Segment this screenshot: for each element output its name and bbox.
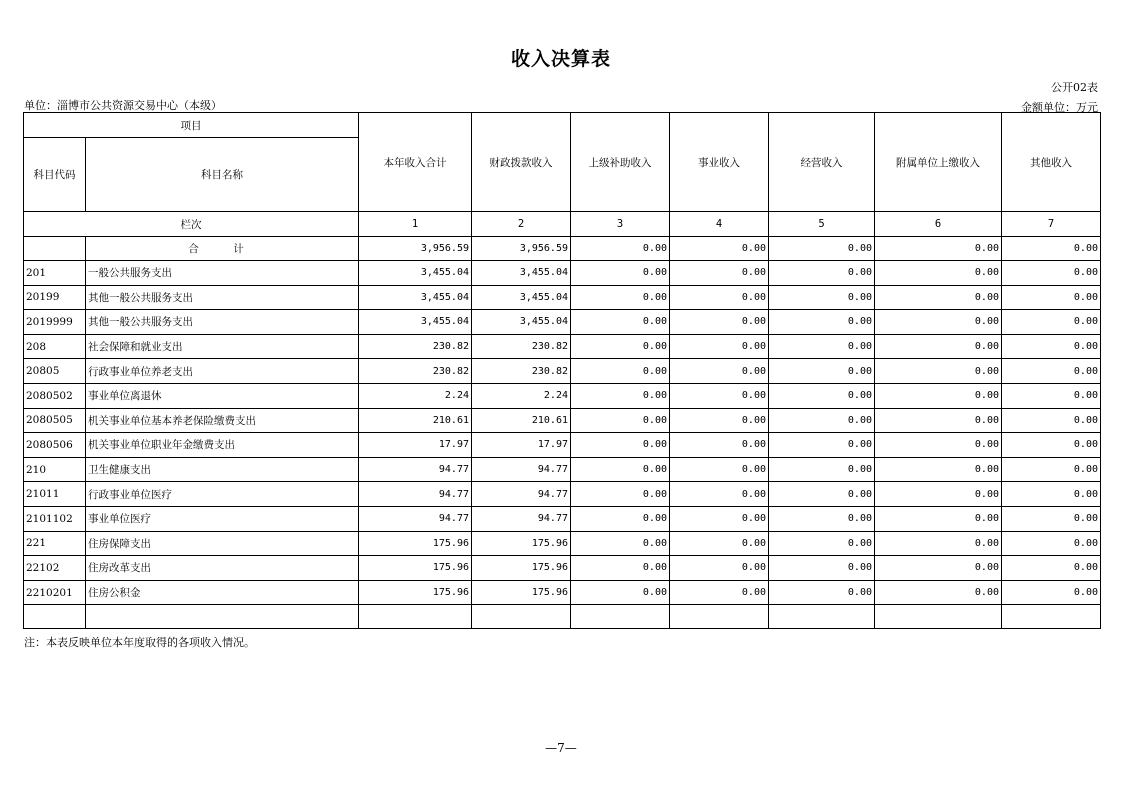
amount-cell: 0.00 [571, 457, 670, 482]
subject-code: 20805 [24, 359, 86, 384]
amount-cell: 0.00 [769, 556, 875, 581]
amount-cell: 0.00 [875, 556, 1002, 581]
blank-cell [24, 605, 86, 629]
col-number: 7 [1002, 212, 1101, 237]
amount-cell: 0.00 [875, 334, 1002, 359]
amount-cell: 230.82 [359, 334, 472, 359]
amount-cell: 0.00 [1002, 457, 1101, 482]
col-number: 6 [875, 212, 1002, 237]
amount-cell: 0.00 [670, 359, 769, 384]
amount-cell: 230.82 [359, 359, 472, 384]
amount-cell: 0.00 [670, 408, 769, 433]
total-value: 0.00 [670, 237, 769, 261]
amount-cell: 94.77 [472, 506, 571, 531]
amount-cell: 0.00 [571, 285, 670, 310]
amount-cell: 0.00 [1002, 310, 1101, 335]
amount-cell: 0.00 [875, 506, 1002, 531]
amount-cell: 0.00 [769, 580, 875, 605]
row-label: 栏次 [24, 212, 359, 237]
amount-cell: 0.00 [670, 580, 769, 605]
unit-label: 单位：淄博市公共资源交易中心（本级） [24, 99, 222, 112]
amount-cell: 230.82 [472, 359, 571, 384]
subject-name: 其他一般公共服务支出 [86, 310, 359, 335]
amount-cell: 0.00 [1002, 408, 1101, 433]
amount-cell: 0.00 [1002, 433, 1101, 458]
amount-cell: 175.96 [359, 556, 472, 581]
amount-cell: 210.61 [472, 408, 571, 433]
amount-cell: 0.00 [1002, 383, 1101, 408]
subject-code: 2210201 [24, 580, 86, 605]
subject-code: 21011 [24, 482, 86, 507]
amount-cell: 0.00 [769, 482, 875, 507]
amount-cell: 175.96 [472, 556, 571, 581]
amount-cell: 2.24 [359, 383, 472, 408]
subject-code: 2080506 [24, 433, 86, 458]
amount-cell: 0.00 [769, 261, 875, 286]
total-code [24, 237, 86, 261]
table-row [24, 261, 1101, 286]
blank-row [24, 605, 1101, 629]
blank-cell [1002, 605, 1101, 629]
subject-code: 20199 [24, 285, 86, 310]
amount-cell: 0.00 [670, 334, 769, 359]
amount-cell: 94.77 [472, 482, 571, 507]
amount-cell: 3,455.04 [359, 261, 472, 286]
header-col-6: 附属单位上缴收入 [875, 113, 1002, 212]
table-row [24, 556, 1101, 581]
subject-name: 机关事业单位基本养老保险缴费支出 [86, 408, 359, 433]
total-value: 0.00 [875, 237, 1002, 261]
amount-cell: 0.00 [571, 383, 670, 408]
subject-code: 208 [24, 334, 86, 359]
subject-code: 2019999 [24, 310, 86, 335]
subject-name: 行政事业单位养老支出 [86, 359, 359, 384]
table-row [24, 285, 1101, 310]
header-col-1: 本年收入合计 [359, 113, 472, 212]
amount-cell: 0.00 [1002, 506, 1101, 531]
amount-cell: 0.00 [670, 261, 769, 286]
header-name: 科目名称 [86, 138, 359, 212]
subject-name: 行政事业单位医疗 [86, 482, 359, 507]
header-col-4: 事业收入 [670, 113, 769, 212]
footnote: 注：本表反映单位本年度取得的各项收入情况。 [24, 636, 255, 649]
header-code: 科目代码 [24, 138, 86, 212]
amount-cell: 0.00 [769, 285, 875, 310]
amount-cell: 175.96 [472, 580, 571, 605]
amount-cell: 0.00 [670, 383, 769, 408]
subject-name: 住房保障支出 [86, 531, 359, 556]
header-col-5: 经营收入 [769, 113, 875, 212]
amount-cell: 0.00 [875, 580, 1002, 605]
amount-cell: 94.77 [359, 506, 472, 531]
amount-cell: 0.00 [875, 531, 1002, 556]
amount-cell: 94.77 [472, 457, 571, 482]
amount-cell: 94.77 [359, 482, 472, 507]
col-number: 3 [571, 212, 670, 237]
amount-cell: 0.00 [1002, 359, 1101, 384]
col-number: 2 [472, 212, 571, 237]
subject-code: 2080505 [24, 408, 86, 433]
subject-name: 一般公共服务支出 [86, 261, 359, 286]
header-col-7: 其他收入 [1002, 113, 1101, 212]
total-value: 3,956.59 [472, 237, 571, 261]
table-row [24, 506, 1101, 531]
amount-cell: 94.77 [359, 457, 472, 482]
subject-name: 事业单位离退休 [86, 383, 359, 408]
amount-cell: 0.00 [875, 383, 1002, 408]
amount-cell: 0.00 [670, 285, 769, 310]
total-row [24, 237, 1101, 261]
blank-cell [571, 605, 670, 629]
amount-cell: 17.97 [359, 433, 472, 458]
table-row [24, 383, 1101, 408]
amount-cell: 230.82 [472, 334, 571, 359]
amount-cell: 210.61 [359, 408, 472, 433]
table-code: 公开02表 [1051, 81, 1098, 94]
subject-code: 221 [24, 531, 86, 556]
table-row [24, 482, 1101, 507]
amount-cell: 0.00 [769, 506, 875, 531]
amount-cell: 0.00 [571, 506, 670, 531]
amount-cell: 0.00 [1002, 556, 1101, 581]
blank-cell [670, 605, 769, 629]
amount-cell: 0.00 [670, 556, 769, 581]
amount-cell: 0.00 [670, 506, 769, 531]
amount-cell: 0.00 [571, 556, 670, 581]
total-value: 0.00 [571, 237, 670, 261]
amount-cell: 0.00 [571, 408, 670, 433]
income-table [23, 112, 1101, 629]
total-label: 合 计 [86, 237, 359, 261]
subject-name: 住房改革支出 [86, 556, 359, 581]
table-row [24, 531, 1101, 556]
subject-code: 2101102 [24, 506, 86, 531]
subject-name: 事业单位医疗 [86, 506, 359, 531]
total-value: 3,956.59 [359, 237, 472, 261]
amount-cell: 0.00 [875, 359, 1002, 384]
table-row [24, 359, 1101, 384]
amount-cell: 3,455.04 [472, 285, 571, 310]
col-number: 5 [769, 212, 875, 237]
subject-name: 其他一般公共服务支出 [86, 285, 359, 310]
subject-code: 2080502 [24, 383, 86, 408]
amount-cell: 0.00 [769, 359, 875, 384]
amount-cell: 0.00 [571, 531, 670, 556]
blank-cell [359, 605, 472, 629]
table-row [24, 433, 1101, 458]
amount-cell: 0.00 [1002, 334, 1101, 359]
col-number: 4 [670, 212, 769, 237]
amount-cell: 0.00 [571, 261, 670, 286]
amount-cell: 3,455.04 [359, 285, 472, 310]
amount-cell: 0.00 [1002, 482, 1101, 507]
amount-cell: 0.00 [571, 310, 670, 335]
total-value: 0.00 [1002, 237, 1101, 261]
amount-cell: 0.00 [875, 310, 1002, 335]
table-row [24, 408, 1101, 433]
amount-cell: 0.00 [875, 285, 1002, 310]
header-project: 项目 [24, 113, 359, 138]
amount-cell: 3,455.04 [472, 310, 571, 335]
amount-cell: 3,455.04 [359, 310, 472, 335]
amount-cell: 0.00 [875, 457, 1002, 482]
table-row [24, 310, 1101, 335]
amount-cell: 0.00 [1002, 580, 1101, 605]
table-row [24, 580, 1101, 605]
amount-cell: 0.00 [1002, 285, 1101, 310]
subject-name: 住房公积金 [86, 580, 359, 605]
amount-cell: 0.00 [769, 334, 875, 359]
amount-cell: 0.00 [769, 408, 875, 433]
amount-cell: 0.00 [875, 408, 1002, 433]
amount-cell: 0.00 [670, 457, 769, 482]
page-number: —7— [545, 741, 577, 755]
amount-cell: 175.96 [472, 531, 571, 556]
amount-cell: 0.00 [571, 433, 670, 458]
amount-cell: 17.97 [472, 433, 571, 458]
amount-cell: 0.00 [769, 531, 875, 556]
subject-name: 机关事业单位职业年金缴费支出 [86, 433, 359, 458]
amount-cell: 2.24 [472, 383, 571, 408]
amount-cell: 0.00 [769, 383, 875, 408]
subject-code: 22102 [24, 556, 86, 581]
amount-cell: 0.00 [875, 261, 1002, 286]
subject-name: 卫生健康支出 [86, 457, 359, 482]
amount-cell: 0.00 [1002, 531, 1101, 556]
amount-cell: 3,455.04 [472, 261, 571, 286]
header-col-2: 财政拨款收入 [472, 113, 571, 212]
amount-cell: 0.00 [769, 310, 875, 335]
blank-cell [86, 605, 359, 629]
total-value: 0.00 [769, 237, 875, 261]
amount-cell: 0.00 [1002, 261, 1101, 286]
amount-cell: 175.96 [359, 580, 472, 605]
page-title: 收入决算表 [510, 48, 611, 70]
blank-cell [472, 605, 571, 629]
table-row [24, 457, 1101, 482]
blank-cell [875, 605, 1002, 629]
amount-cell: 0.00 [875, 433, 1002, 458]
amount-cell: 0.00 [670, 531, 769, 556]
amount-cell: 0.00 [670, 433, 769, 458]
amount-cell: 0.00 [571, 482, 670, 507]
blank-cell [769, 605, 875, 629]
subject-code: 201 [24, 261, 86, 286]
subject-code: 210 [24, 457, 86, 482]
money-unit: 金额单位：万元 [1021, 101, 1098, 114]
amount-cell: 0.00 [769, 457, 875, 482]
amount-cell: 175.96 [359, 531, 472, 556]
header-col-3: 上级补助收入 [571, 113, 670, 212]
col-number: 1 [359, 212, 472, 237]
amount-cell: 0.00 [571, 334, 670, 359]
amount-cell: 0.00 [769, 433, 875, 458]
subject-name: 社会保障和就业支出 [86, 334, 359, 359]
amount-cell: 0.00 [571, 359, 670, 384]
amount-cell: 0.00 [875, 482, 1002, 507]
amount-cell: 0.00 [670, 482, 769, 507]
table-row [24, 334, 1101, 359]
amount-cell: 0.00 [571, 580, 670, 605]
amount-cell: 0.00 [670, 310, 769, 335]
